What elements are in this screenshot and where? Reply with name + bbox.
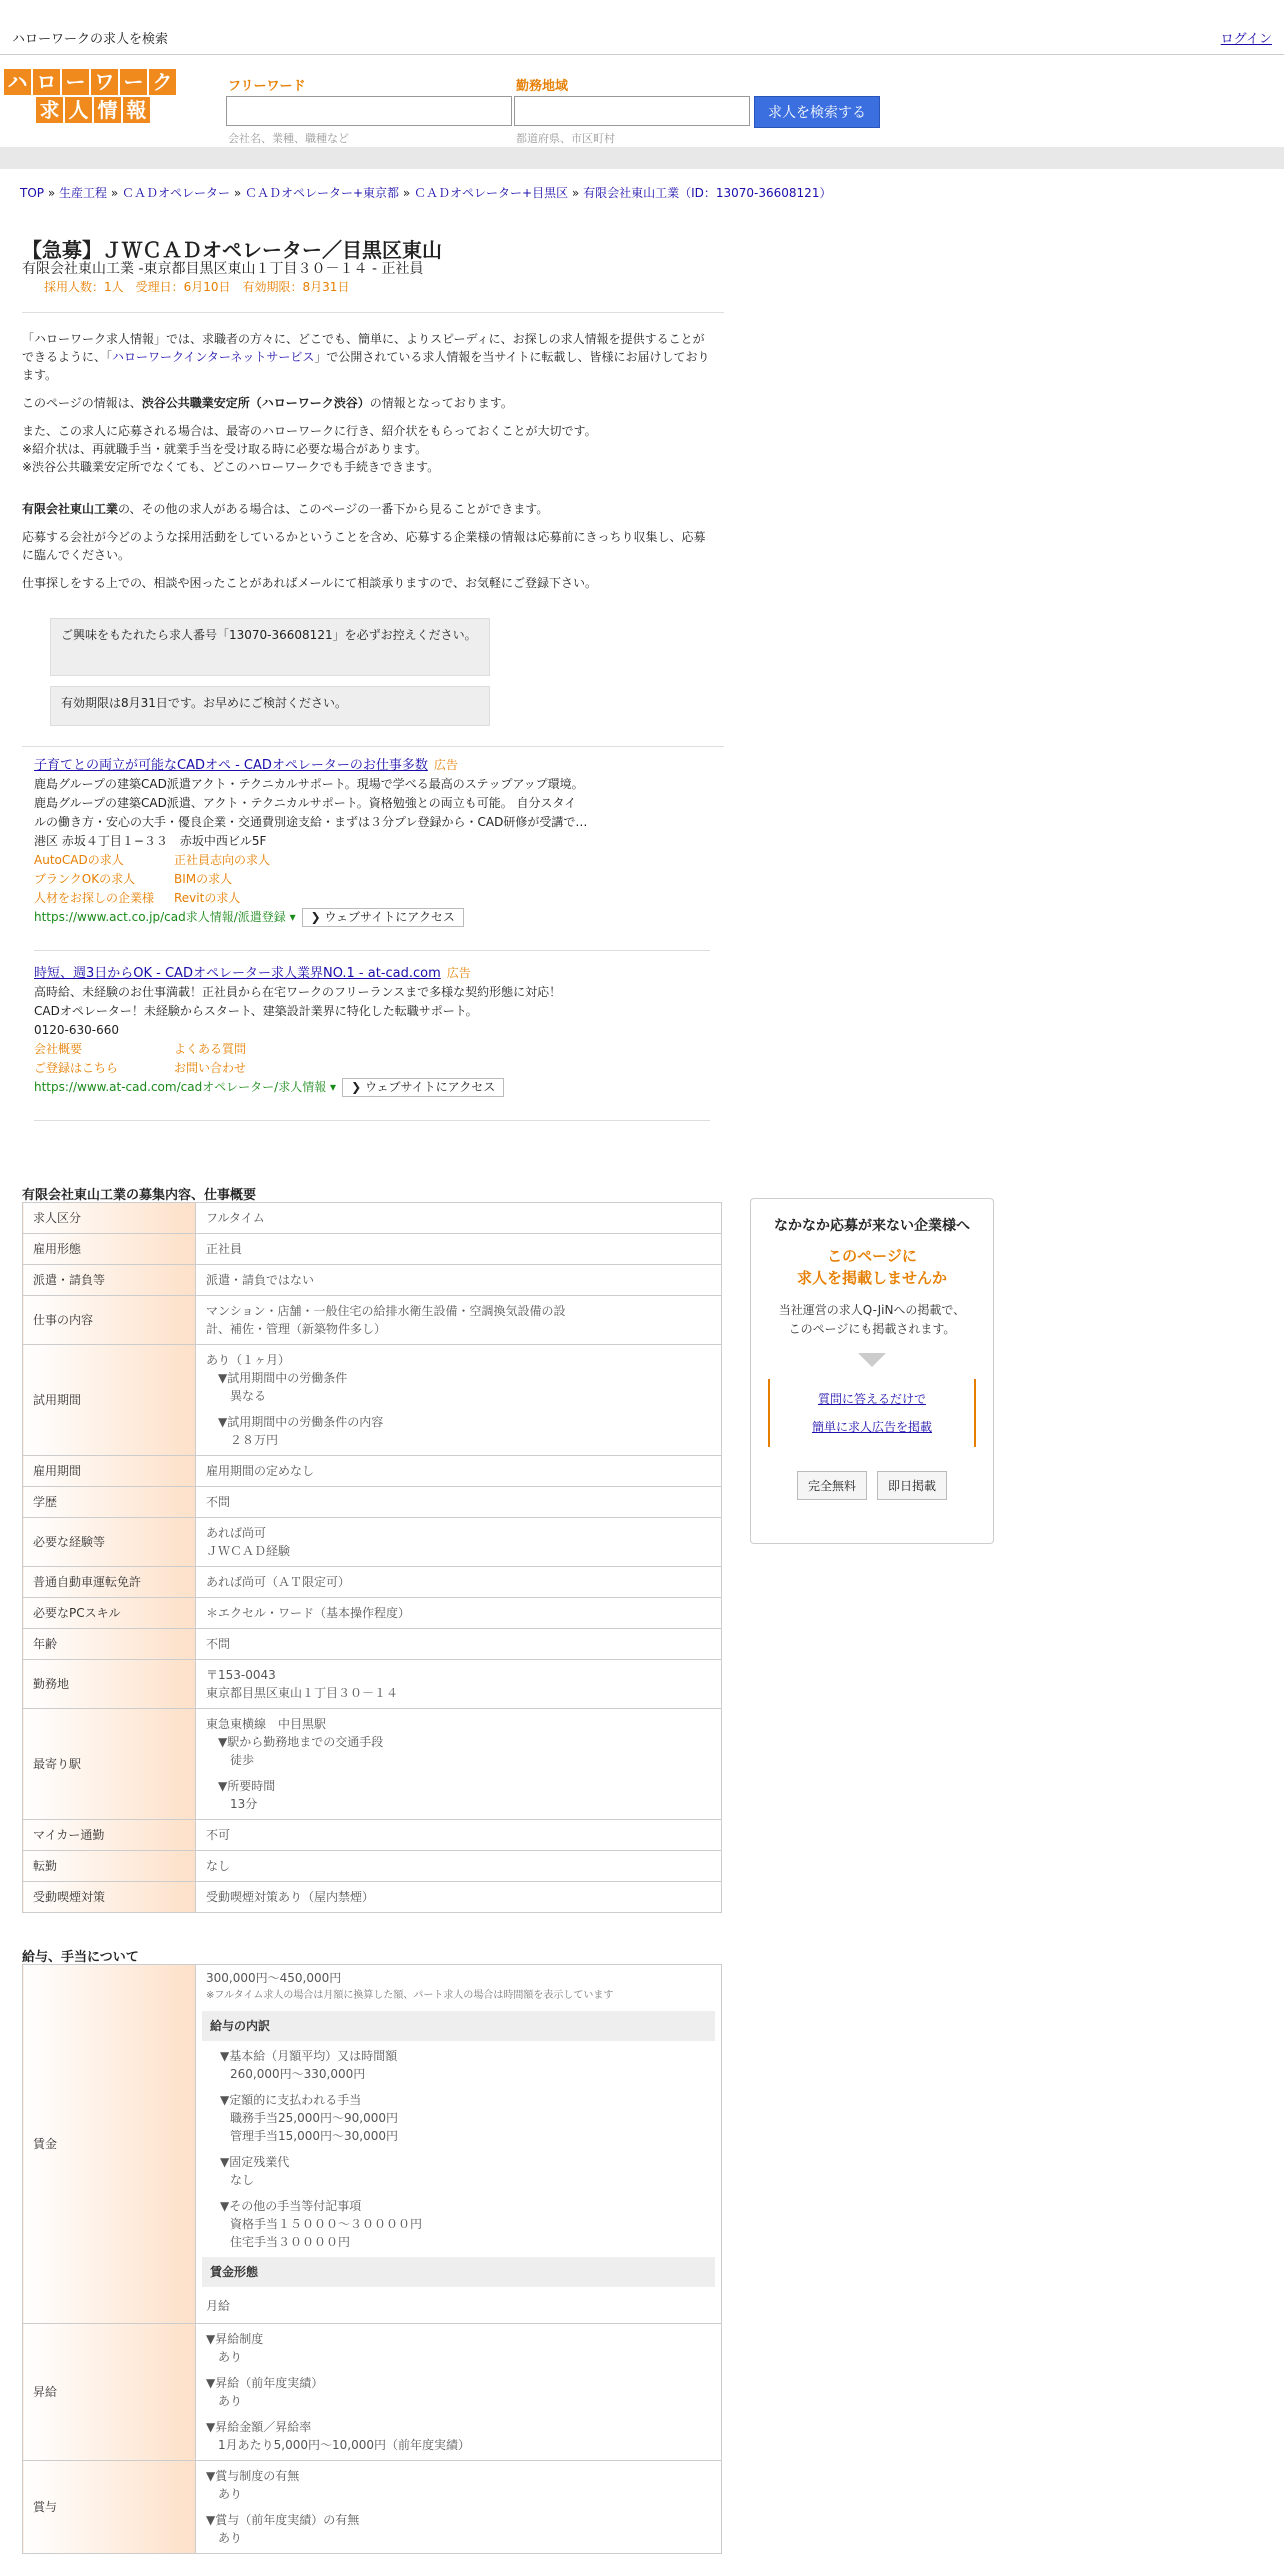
ad-sitelink[interactable]: BIMの求人 [174,872,233,886]
ad-sitelink[interactable]: AutoCADの求人 [34,853,124,867]
row-value [196,1598,722,1629]
value-line: 260,000円〜330,000円 [230,2067,366,2081]
freeword-label: フリーワード [228,79,306,94]
ad-text-line: 港区 赤坂４丁目１−３３ 赤坂中西ビル5F [34,834,267,848]
ad-sitelinks [34,1040,714,1059]
value-line: なし [230,2173,255,2187]
ad-sitelink[interactable]: ご登録はこちら [34,1061,119,1075]
row-value [196,1203,722,1234]
logo-row [4,97,180,123]
login-link[interactable]: ログイン [1220,32,1272,47]
row-label: マイカー通勤 [23,1820,196,1851]
value-line [206,1769,711,1777]
value-line: 東急東横線 中目黒駅 [206,1717,327,1731]
value-line [206,2410,711,2418]
value-line [206,2366,711,2374]
value-line: なし [206,1859,231,1873]
free-button[interactable]: 完全無料 [797,1471,867,1500]
ad-sitelinks [34,1059,714,1078]
gray-band [0,147,1284,169]
intro-paragraph-2: このページの情報は、渋谷公共職業安定所（ハローワーク渋谷）の情報となっております。 [22,396,513,410]
value-line: 不問 [206,1637,231,1651]
ad-title-row [34,964,714,983]
logo-char: ワ [91,69,118,95]
value-line: ▼その他の手当等付記事項 [220,2199,362,2213]
raise-cell [196,2324,722,2461]
divider [34,1120,710,1121]
wage-form-value: 月給 [206,2299,231,2313]
value-line: 不可 [206,1828,231,1842]
table-row [23,1882,722,1913]
row-value [196,1820,722,1851]
same-day-button[interactable]: 即日掲載 [877,1471,947,1500]
table-row [23,1265,722,1296]
row-label: 勤務地 [23,1660,196,1709]
table-row [23,1709,722,1820]
value-line: あり [218,2531,243,2545]
row-value [196,1487,722,1518]
breadcrumb-link[interactable]: TOP [20,186,45,200]
area-input[interactable] [514,96,750,126]
section-heading-salary: 給与、手当について [22,1950,139,1965]
value-line: 東京都目黒区東山１丁目３０－１４ [206,1686,399,1700]
table-row [23,1965,722,2324]
row-value [196,1234,722,1265]
hellowork-logo[interactable] [4,69,180,127]
value-line: ▼昇給（前年度実績） [206,2376,324,2390]
value-line: ▼昇給金額／昇給率 [206,2420,312,2434]
row-label: 派遣・請負等 [23,1265,196,1296]
overview-table [22,1202,722,1913]
row-label: 雇用期間 [23,1456,196,1487]
table-row [23,1660,722,1709]
table-row [23,1203,722,1234]
row-value [196,1629,722,1660]
value-line: ▼昇給制度 [206,2332,264,2346]
ad-url-row [34,1078,714,1097]
ad-badge: 広告 [446,966,471,980]
promo-highlight: このページに 求人を掲載しませんか [796,1247,947,1287]
visit-website-button[interactable]: ❯ ウェブサイトにアクセス [302,908,464,927]
wage-note: ※フルタイム求人の場合は月額に換算した額、パート求人の場合は時間額を表示しています [206,1990,614,2001]
breakdown-list [202,2047,715,2251]
logo-char: 情 [94,97,121,123]
row-value [196,1265,722,1296]
row-label: 雇用形態 [23,1234,196,1265]
value-line: フルタイム [206,1211,265,1225]
site-title: ハローワークの求人を検索 [12,32,169,47]
intro-paragraph-3: また、この求人に応募される場合は、最寄のハローワークに行き、紹介状をもらっておくことが大切です。 ※紹介状は、再就職手当・就業手当を受け取る時に必要な場合があります。 ※渋谷公共職業安定所でなくても、どこのハローワークでも手続きできます。 [22,424,597,474]
row-value [196,1345,722,1456]
value-line: あり [218,2487,243,2501]
value-line: 計、補佐・管理（新築物件多し） [206,1322,387,1336]
ad-sitelink[interactable]: ブランクOKの求人 [34,872,136,886]
row-label: 昇給 [23,2324,196,2461]
logo-char: 報 [123,97,150,123]
value-line: あり（１ヶ月） [206,1353,291,1367]
ad-title-link[interactable]: 子育てとの両立が可能なCADオペ - CADオペレーターのお仕事多数 [34,758,428,773]
value-line: 異なる [230,1389,267,1403]
value-line: 受動喫煙対策あり（屋内禁煙） [206,1890,375,1904]
ad-block-1 [34,756,714,927]
breadcrumb-separator: » [107,186,122,200]
value-line: ▼所要時間 [218,1779,276,1793]
row-value [196,1518,722,1567]
visit-website-button[interactable]: ❯ ウェブサイトにアクセス [342,1078,504,1097]
value-line: ＪＷＣＡＤ経験 [206,1544,291,1558]
row-label: 最寄り駅 [23,1709,196,1820]
row-value [196,1851,722,1882]
wage-cell [196,1965,722,2324]
value-line: ２８万円 [230,1433,279,1447]
value-line [220,2189,715,2197]
advertiser-promo [750,1198,994,1544]
ad-sitelinks [34,870,714,889]
breadcrumb-link[interactable]: ＣＡＤオペレーター+目黒区 [414,186,569,200]
value-line: ▼駅から勤務地までの交通手段 [218,1735,384,1749]
company-line: 有限会社東山工業 -東京都目黒区東山１丁目３０－１４ - 正社員 [22,261,424,277]
table-row [23,2324,722,2461]
area-hint: 都道府県、市区町村 [516,132,615,145]
arrow-down-icon [858,1353,886,1367]
value-line: ▼賞与（前年度実績）の有無 [206,2513,360,2527]
value-line: 管理手当15,000円〜30,000円 [230,2129,398,2143]
value-line: 13分 [230,1797,258,1811]
table-row [23,1345,722,1456]
ad-title-row [34,756,714,775]
value-line: 職務手当25,000円〜90,000円 [230,2111,398,2125]
salary-table [22,1964,722,2554]
intro-paragraph-5: 応募する会社が今どのような採用活動をしているかということを含め、応募する企業様の情報は応募前にきっちり収集し、応募に臨んでください。 [22,530,706,562]
value-line: ▼賞与制度の有無 [206,2469,300,2483]
wage-form-heading: 賃金形態 [202,2257,715,2287]
freeword-hint: 会社名、業種、職種など [228,132,349,145]
table-row [23,1518,722,1567]
breadcrumb-link[interactable]: ＣＡＤオペレーター+東京都 [245,186,400,200]
row-label: 賃金 [23,1965,196,2324]
value-line: 雇用期間の定めなし [206,1464,315,1478]
breadcrumb-separator: » [568,186,584,200]
row-label: 受動喫煙対策 [23,1882,196,1913]
row-label: 求人区分 [23,1203,196,1234]
row-value [196,1882,722,1913]
value-line: マンション・店舗・一般住宅の給排水衛生設備・空調換気設備の設 [206,1304,566,1318]
ad-sitelink[interactable]: 正社員志向の求人 [174,853,271,867]
logo-char: ク [149,69,176,95]
table-row [23,1487,722,1518]
value-line: 正社員 [206,1242,243,1256]
ad-sitelinks [34,851,714,870]
row-value [196,1456,722,1487]
row-value [196,1296,722,1345]
row-label: 賞与 [23,2461,196,2554]
ad-text-line: 高時給、未経験のお仕事満載！正社員から在宅ワークのフリーランスまで多様な契約形態に対応！ [34,985,562,999]
table-row [23,1820,722,1851]
value-line: ▼基本給（月額平均）又は時間額 [220,2049,398,2063]
job-title: 【急募】ＪＷＣＡＤオペレーター／目黒区東山 [22,238,442,262]
value-line: ＊エクセル・ワード（基本操作程度） [206,1606,411,1620]
breadcrumb-link[interactable]: 生産工程 [59,186,108,200]
ad-url-row [34,908,714,927]
table-row [23,1567,722,1598]
ad-text-line: 鹿島グループの建築CAD派遣アクト・テクニカルサポート。現場で学べる最高のステップアップ環境。 [34,777,584,791]
table-row [23,1234,722,1265]
value-line: ▼定額的に支払われる手当 [220,2093,362,2107]
ad-text-line: 0120-630-660 [34,1023,120,1037]
breadcrumb-link[interactable]: ＣＡＤオペレーター [122,186,231,200]
row-value [196,1567,722,1598]
ad-url[interactable]: https://www.at-cad.com/cadオペレーター/求人情報 ▾ [34,1080,337,1094]
logo-char: ロ [33,69,60,95]
logo-char: ハ [4,69,31,95]
divider [22,312,724,313]
value-line: 不問 [206,1495,231,1509]
divider [34,950,710,951]
logo-char: ー [62,69,89,95]
row-label: 試用期間 [23,1345,196,1456]
job-meta: 採用人数：1人 受理日：6月10日 有効期限：8月31日 [44,280,350,294]
breakdown-heading: 給与の内訳 [202,2011,715,2041]
value-line: 資格手当１５０００～３００００円 [230,2217,423,2231]
logo-char: 求 [36,97,63,123]
ad-sitelink[interactable]: 人材をお探しの企業様 [34,891,155,905]
ad-badge: 広告 [433,758,458,772]
divider [22,746,724,747]
header [0,55,1284,147]
row-label: 必要なPCスキル [23,1598,196,1629]
breadcrumb-link[interactable]: 有限会社東山工業（ID：13070-36608121） [583,186,832,200]
job-number-note: ご興味をもたれたら求人番号「13070-36608121」を必ずお控えください。 [50,618,490,676]
table-row [23,2461,722,2554]
value-line: あれば尚可 [206,1526,267,1540]
value-line: あれば尚可（ＡＴ限定可） [206,1575,351,1589]
value-line: 1月あたり5,000円〜10,000円（前年度実績） [218,2438,470,2452]
value-line [206,1405,711,1413]
ad-sitelink[interactable]: Revitの求人 [174,891,241,905]
row-label: 普通自動車運転免許 [23,1567,196,1598]
value-line [206,2503,711,2511]
value-line [220,2145,715,2153]
intro-paragraph-1: 「ハローワーク求人情報」では、求職者の方々に、どこでも、簡単に、よりスピーディに、お探しの求人情報を提供することができるように、「ハローワークインターネットサービス」で公開されている求人情報を当サイトに転載し、皆様にお届けしております。 [22,332,710,382]
ad-sitelink[interactable]: 会社概要 [34,1042,83,1056]
value-line: 〒153-0043 [206,1668,276,1682]
table-row [23,1296,722,1345]
intro-paragraph-6: 仕事探しをする上での、相談や困ったことがあればメールにて相談承りますので、お気軽にご登録下さい。 [22,576,598,590]
row-value [196,1709,722,1820]
logo-row [4,69,180,95]
row-label: 年齢 [23,1629,196,1660]
breadcrumb-separator: » [399,186,415,200]
bonus-cell [196,2461,722,2554]
promo-description: 当社運営の求人Q-JiNへの掲載で、 このページにも掲載されます。 [778,1303,966,1336]
row-label: 仕事の内容 [23,1296,196,1345]
ad-sitelink[interactable]: お問い合わせ [174,1061,247,1075]
breadcrumb-separator: » [230,186,245,200]
value-line: 住宅手当３００００円 [230,2235,351,2249]
promo-heading: なかなか応募が来ない企業様へ [774,1218,970,1234]
table-row [23,1629,722,1660]
promo-link-question[interactable]: 質問に答えるだけで [817,1392,926,1406]
ad-url[interactable]: https://www.act.co.jp/cad求人情報/派遣登録 ▾ [34,910,296,924]
promo-link-post[interactable]: 簡単に求人広告を掲載 [811,1420,932,1434]
top-bar [0,0,1284,55]
intro-paragraph-4: 有限会社東山工業の、その他の求人がある場合は、このページの一番下から見ることができます。 [22,502,549,516]
freeword-input[interactable] [226,96,512,126]
table-row [23,1851,722,1882]
row-label: 必要な経験等 [23,1518,196,1567]
row-label: 学歴 [23,1487,196,1518]
hellowork-internet-link[interactable]: ハローワークインターネットサービス [112,350,315,364]
wage-amount: 300,000円〜450,000円 [206,1971,342,1985]
ad-block-2 [34,964,714,1097]
breadcrumb [20,184,831,201]
ad-text-line: ルの働き方・安心の大手・優良企業・交通費別途支給・まずは３分プレ登録から・CAD研修が受講で… [34,815,588,829]
ad-text-line: CADオペレーター！未経験からスタート、建築設計業界に特化した転職サポート。 [34,1004,478,1018]
value-line: あり [218,2394,243,2408]
logo-char: 人 [65,97,92,123]
section-heading-overview: 有限会社東山工業の募集内容、仕事概要 [22,1188,257,1203]
logo-char: ー [120,69,147,95]
value-line [220,2083,715,2091]
promo-links [768,1379,976,1447]
value-line: 徒歩 [230,1753,255,1767]
value-line: あり [218,2350,243,2364]
ad-title-link[interactable]: 時短、週3日からOK - CADオペレーター求人業界NO.1 - at-cad.com [34,966,441,981]
value-line: 派遣・請負ではない [206,1273,315,1287]
ad-sitelink[interactable]: よくある質問 [174,1042,247,1056]
value-line: ▼試用期間中の労働条件の内容 [218,1415,384,1429]
search-button[interactable]: 求人を検索する [754,96,880,128]
table-row [23,1456,722,1487]
table-row [23,1598,722,1629]
area-label: 勤務地域 [516,79,569,94]
breadcrumb-separator: » [44,186,59,200]
row-label: 転勤 [23,1851,196,1882]
ad-text-line: 鹿島グループの建築CAD派遣、アクト・テクニカルサポート。資格勉強との両立も可能。 自分スタイ [34,796,577,810]
value-line: ▼固定残業代 [220,2155,290,2169]
row-value [196,1660,722,1709]
value-line: ▼試用期間中の労働条件 [218,1371,348,1385]
deadline-note: 有効期限は8月31日です。お早めにご検討ください。 [50,686,490,726]
ad-sitelinks [34,889,714,908]
